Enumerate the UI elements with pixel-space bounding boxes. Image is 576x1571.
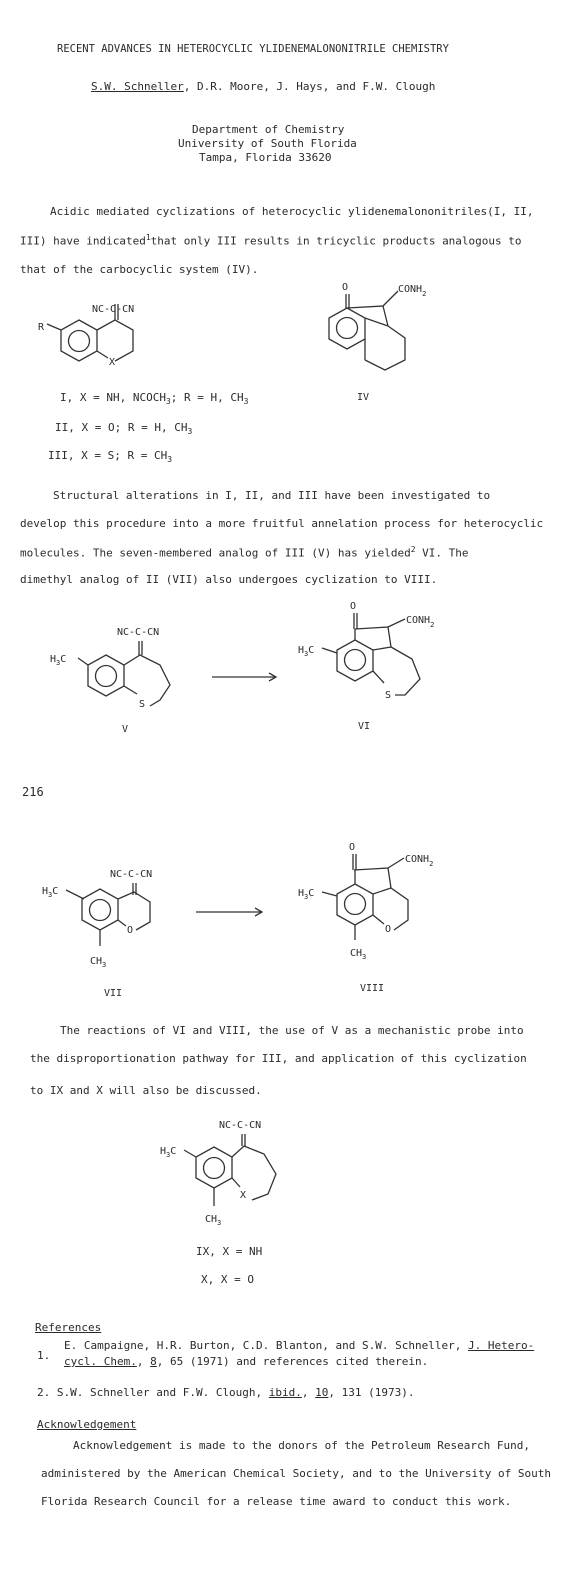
reference-2-authors: S.W. Schneller and F.W. Clough, [56, 1386, 269, 1399]
para2-line3-a: molecules. The seven-membered analog of III (V) has yielded [20, 546, 411, 560]
reference-1-number: 1. [37, 1349, 51, 1362]
para3-line2: the disproportionation pathway for III, and application of this cyclization [30, 1052, 527, 1065]
ring-o-label: O [385, 924, 392, 935]
ch3-label: $CH_3$ [90, 956, 107, 969]
conh2-label: $CONH_2$ [406, 615, 435, 629]
para2-line1: Structural alterations in I, II, and III have been investigated to [53, 489, 491, 502]
para3-line1: The reactions of VI and VIII, the use of V as a mechanistic probe into [60, 1024, 524, 1037]
author-list [91, 80, 435, 93]
o-label: O [342, 282, 349, 293]
reference-1-authors: E. Campaigne, H.R. Burton, C.D. Blanton, and S.W. Schneller, [64, 1339, 468, 1352]
structure-ix-x [0, 1112, 400, 1232]
para2-line3 [20, 545, 469, 560]
reference-1-pages: , 65 (1971) and references cited therein. [156, 1355, 429, 1368]
para2-line3-b: VI. The [415, 546, 469, 560]
conh2-label: $CONH_2$ [405, 854, 434, 868]
acknowledgement-line3: Florida Research Council for a release time award to conduct this work. [41, 1495, 512, 1508]
para1-line2-a: III) have indicated [20, 234, 146, 248]
ch3-label: $CH_3$ [205, 1214, 222, 1227]
s-label: S [385, 690, 392, 701]
page-number: 216 [22, 785, 44, 799]
affiliation-department: Department of Chemistry [192, 123, 345, 136]
footnote-mark-2: 2 [410, 545, 416, 554]
x-label: X [240, 1190, 247, 1201]
reference-1-line2 [64, 1355, 428, 1368]
affiliation-city: Tampa, Florida 33620 [199, 151, 332, 164]
x-label: X [109, 357, 116, 368]
affiliation-university: University of South Florida [178, 137, 357, 150]
para1-line2 [20, 233, 522, 248]
nc-label: NC-C-CN [92, 304, 135, 315]
nc-label: NC-C-CN [117, 627, 160, 638]
vii-label: VII [104, 988, 123, 999]
acknowledgement-line1: Acknowledgement is made to the donors of the Petroleum Research Fund, [73, 1439, 530, 1452]
reference-2-ibid: ibid. [268, 1386, 302, 1399]
struct1-def-3: III, X = S; $R = CH_3$ [48, 449, 173, 465]
struct1-def-1: I, X = NH, $NCOCH_3$; R = H, $CH_3$ [60, 391, 249, 407]
nc-label: NC-C-CN [219, 1120, 262, 1131]
para1-line1: Acidic mediated cyclizations of heterocyclic ylidenemalononitriles(I, II, [50, 205, 534, 218]
h3c-label: $H_3C$ [298, 888, 315, 901]
paper-title: RECENT ADVANCES IN HETEROCYCLIC YLIDENEMALONONITRILE CHEMISTRY [57, 43, 449, 55]
h3c-label: $H_3C$ [298, 645, 315, 658]
reference-2-sep: , [301, 1386, 316, 1399]
o-label: O [350, 601, 357, 612]
reference-1-sep: , [136, 1355, 151, 1368]
viii-label: VIII [360, 983, 385, 994]
h3c-label: $H_3C$ [42, 886, 59, 899]
reference-1-line1 [64, 1339, 534, 1352]
co-authors: , D.R. Moore, J. Hays, and F.W. Clough [183, 80, 436, 93]
h3c-label: $H_3C$ [160, 1146, 177, 1159]
v-label: V [122, 724, 129, 735]
s-label: S [139, 699, 146, 710]
references-heading: References [35, 1321, 102, 1334]
o-label: O [127, 925, 134, 936]
struct-ix-def: IX, X = NH [196, 1245, 263, 1258]
iv-label: IV [357, 392, 370, 403]
para2-line4: dimethyl analog of II (VII) also undergoes cyclization to VIII. [20, 573, 438, 586]
structure-viii [0, 840, 576, 1000]
reference-2-number: 2. [37, 1386, 51, 1399]
h3c-label: $H_3C$ [50, 654, 67, 667]
para2-line2: develop this procedure into a more fruitful annelation process for heterocyclic [20, 517, 544, 530]
r-label: R [38, 322, 45, 333]
o-label: O [349, 842, 356, 853]
struct1-def-2: II, X = O; R = H, $CH_3$ [55, 421, 193, 437]
reference-2-volume: 10 [315, 1386, 329, 1399]
acknowledgement-heading: Acknowledgement [37, 1418, 137, 1431]
reference-1-volume: 8 [150, 1355, 157, 1368]
reference-1-journal-part1: J. Hetero- [467, 1339, 535, 1352]
reference-1-journal-part2: cycl. Chem. [64, 1355, 137, 1368]
presenting-author: S.W. Schneller [91, 80, 184, 93]
vi-label: VI [358, 721, 371, 732]
reference-2 [37, 1386, 415, 1399]
conh2-label: $CONH_2$ [398, 284, 427, 298]
footnote-mark-1: 1 [145, 233, 151, 242]
struct-x-def: X, X = O [201, 1273, 254, 1286]
para1-line3: that of the carbocyclic system (IV). [20, 263, 259, 276]
para1-line2-b: that only III results in tricyclic products analogous to [150, 234, 522, 248]
structure-vi [0, 597, 576, 737]
ch3-label: $CH_3$ [350, 948, 367, 961]
reference-2-pages: , 131 (1973). [328, 1386, 415, 1399]
para3-line3: to IX and X will also be discussed. [30, 1084, 262, 1097]
nc-label: NC-C-CN [110, 869, 153, 880]
acknowledgement-line2: administered by the American Chemical Society, and to the University of South [41, 1467, 551, 1480]
